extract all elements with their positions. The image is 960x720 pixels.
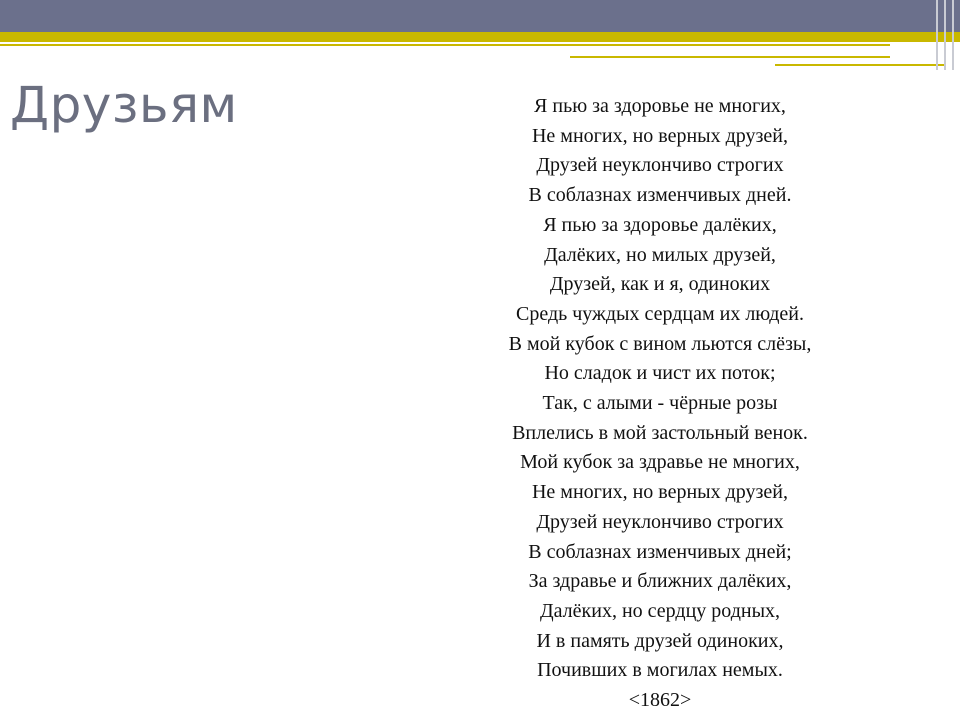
slide-header-decoration	[0, 0, 960, 32]
poem-line: В соблазнах изменчивых дней;	[528, 540, 792, 563]
poem-line: Не многих, но верных друзей,	[531, 481, 789, 504]
header-band	[0, 0, 960, 32]
slide-title: Друзьям	[10, 76, 238, 134]
poem-line: Далёких, но сердцу родных,	[539, 599, 781, 622]
poem-line: Друзей, как и я, одиноких	[549, 273, 771, 296]
corner-stripes-decoration	[930, 0, 960, 70]
poem-line: За здравье и ближних далёких,	[528, 570, 792, 593]
poem-line: Почивших в могилах немых.	[537, 659, 783, 682]
header-thin-line	[570, 56, 890, 58]
poem-line: Вплелись в мой застольный венок.	[512, 421, 808, 444]
header-thin-line	[775, 64, 945, 66]
poem-line: Я пью за здоровье далёких,	[543, 213, 777, 236]
poem-line: Мой кубок за здравье не многих,	[520, 451, 800, 474]
poem-line: Не многих, но верных друзей,	[531, 124, 789, 147]
poem-line: Но сладок и чист их поток;	[544, 362, 776, 385]
poem-line: Так, с алыми - чёрные розы	[542, 392, 778, 415]
header-thin-line	[0, 44, 890, 46]
poem-line: И в память друзей одиноких,	[536, 629, 784, 652]
poem-line: Я пью за здоровье не многих,	[534, 95, 786, 117]
poem-text	[435, 92, 885, 716]
poem-line: В соблазнах изменчивых дней.	[528, 184, 792, 207]
poem-line: Друзей неуклончиво строгих	[536, 154, 784, 177]
header-accent-line	[0, 32, 960, 42]
poem-line: Друзей неуклончиво строгих	[536, 510, 784, 533]
poem-date: <1862>	[628, 689, 692, 712]
poem-line: Средь чуждых сердцам их людей.	[516, 302, 804, 325]
poem-line: Далёких, но милых друзей,	[544, 243, 776, 266]
poem-line: В мой кубок с вином льются слёзы,	[508, 332, 812, 355]
